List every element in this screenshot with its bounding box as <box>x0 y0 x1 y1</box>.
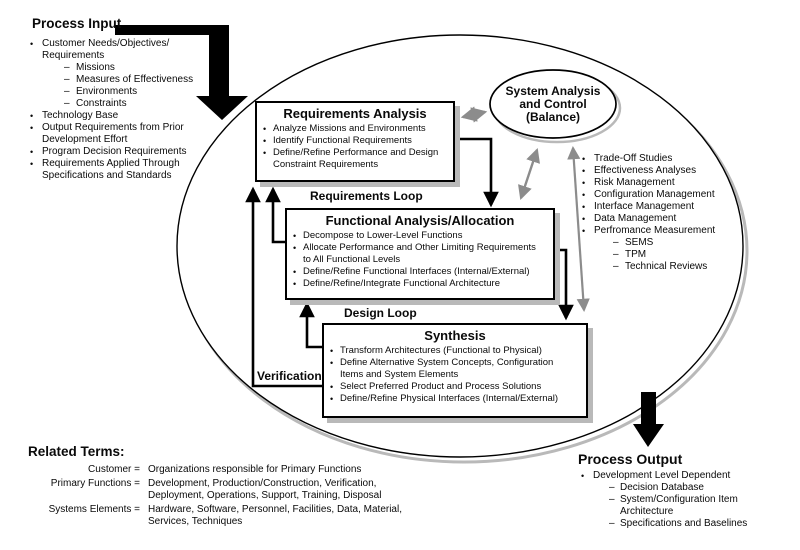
list-item <box>28 98 238 110</box>
definition-line: Hardware, Software, Personnel, Facilities, Data, Material, <box>148 504 402 515</box>
list-item-text: Define/Refine Performance and Design <box>273 147 439 158</box>
list-item <box>582 249 752 261</box>
list-item-text: Environments <box>76 86 138 97</box>
list-item-text: Requirements Applied Through <box>42 158 180 169</box>
process-input-list <box>28 38 238 182</box>
list-item <box>578 518 788 530</box>
definition-line: Deployment, Operations, Support, Training, Disposal <box>148 490 382 501</box>
sac-activity-list <box>582 153 752 273</box>
requirements-loop-label: Requirements Loop <box>310 189 423 203</box>
list-item <box>28 170 238 182</box>
list-item-text: Define/Refine/Integrate Functional Architecture <box>303 278 500 289</box>
list-item <box>287 266 553 278</box>
synthesis-box <box>322 323 588 418</box>
list-item <box>578 482 788 494</box>
list-item-text: Interface Management <box>594 201 695 212</box>
list-item-text: Requirements <box>42 50 105 61</box>
synthesis-list <box>324 345 586 405</box>
list-item-text: Architecture <box>620 506 674 517</box>
list-item <box>324 393 586 405</box>
list-item-text: Decision Database <box>620 482 704 493</box>
list-item <box>582 213 752 225</box>
list-item-text: Items and System Elements <box>340 369 459 380</box>
list-item-text: Select Preferred Product and Process Solutions <box>340 381 542 392</box>
list-item <box>28 74 238 86</box>
list-item <box>578 494 788 506</box>
list-item <box>28 122 238 134</box>
definition-line: Services, Techniques <box>148 516 243 527</box>
list-item-text: Effectiveness Analyses <box>594 165 697 176</box>
list-item <box>28 110 238 122</box>
list-item-text: Define/Refine Functional Interfaces (Internal/External) <box>303 266 530 277</box>
list-item-text: Define Alternative System Concepts, Configuration <box>340 357 554 368</box>
list-item-text: Output Requirements from Prior <box>42 122 184 133</box>
process-output-list <box>578 470 788 530</box>
related-term-definition <box>148 478 402 502</box>
list-item-text: Missions <box>76 62 115 73</box>
synthesis-title: Synthesis <box>424 328 486 343</box>
list-item <box>28 86 238 98</box>
list-item-text: Development Effort <box>42 134 128 145</box>
list-item <box>324 381 586 393</box>
functional-analysis-title: Functional Analysis/Allocation <box>325 213 515 228</box>
list-item <box>582 165 752 177</box>
list-item <box>287 254 553 266</box>
list-item-text: Technical Reviews <box>625 261 708 272</box>
list-item <box>257 135 453 147</box>
related-term: Primary Functions = <box>50 478 140 489</box>
list-item <box>28 50 238 62</box>
verification-label: Verification <box>257 369 322 383</box>
requirements-analysis-list <box>257 123 453 171</box>
list-item-text: Program Decision Requirements <box>42 146 187 157</box>
list-item <box>324 345 586 357</box>
list-item <box>324 369 586 381</box>
list-item <box>582 153 752 165</box>
requirements-analysis-box <box>255 101 455 182</box>
list-item-text: System/Configuration Item <box>620 494 738 505</box>
requirements-analysis-title: Requirements Analysis <box>283 106 427 121</box>
functional-analysis-box <box>285 208 555 300</box>
list-item-text: Transform Architectures (Functional to Physical) <box>340 345 542 356</box>
list-item <box>28 134 238 146</box>
list-item <box>578 470 788 482</box>
list-item-text: Measures of Effectiveness <box>76 74 194 85</box>
list-item-text: Define/Refine Physical Interfaces (Internal/External) <box>340 393 559 404</box>
list-item-text: Allocate Performance and Other Limiting Requirements <box>303 242 536 253</box>
list-item <box>582 237 752 249</box>
process-output-title: Process Output <box>578 451 683 467</box>
list-item <box>28 146 238 158</box>
list-item <box>582 225 752 237</box>
list-item-text: Decompose to Lower-Level Functions <box>303 230 463 241</box>
sac-line-1: System Analysis <box>505 84 601 98</box>
list-item <box>287 242 553 254</box>
list-item-text: Identify Functional Requirements <box>273 135 412 146</box>
list-item-text: Perfromance Measurement <box>594 225 716 236</box>
list-item <box>582 261 752 273</box>
list-item-text: Technology Base <box>42 110 119 121</box>
sac-line-2: and Control <box>519 97 587 111</box>
list-item <box>257 159 453 171</box>
list-item-text: Risk Management <box>594 177 675 188</box>
related-terms-title: Related Terms: <box>28 444 125 459</box>
list-item <box>28 158 238 170</box>
list-item-text: Data Management <box>594 213 677 224</box>
list-item-text: Specifications and Standards <box>42 170 172 181</box>
list-item-text: Trade-Off Studies <box>594 153 673 164</box>
list-item <box>287 278 553 290</box>
list-item-text: Configuration Management <box>594 189 715 200</box>
list-item <box>324 357 586 369</box>
related-term: Customer = <box>88 464 140 475</box>
list-item-text: Specifications and Baselines <box>620 518 748 529</box>
related-term: Systems Elements = <box>48 504 140 515</box>
list-item-text: Analyze Missions and Environments <box>273 123 426 134</box>
list-item-text: TPM <box>625 249 647 260</box>
related-term-definition <box>148 504 402 528</box>
list-item-text: SEMS <box>625 237 654 248</box>
sac-ellipse-label <box>491 85 615 124</box>
list-item <box>582 201 752 213</box>
list-item <box>257 123 453 135</box>
functional-analysis-list <box>287 230 553 290</box>
design-loop-label: Design Loop <box>344 306 417 320</box>
definition-line: Organizations responsible for Primary Functions <box>148 464 362 475</box>
sac-line-3: (Balance) <box>525 110 581 124</box>
list-item <box>578 506 788 518</box>
list-item-text: Constraints <box>76 98 127 109</box>
related-term-definition <box>148 464 402 476</box>
list-item <box>28 62 238 74</box>
list-item <box>28 38 238 50</box>
list-item <box>287 230 553 242</box>
definition-line: Development, Production/Construction, Verification, <box>148 478 377 489</box>
list-item-text: Development Level Dependent <box>593 470 731 481</box>
related-terms-table <box>28 464 402 528</box>
list-item-text: Customer Needs/Objectives/ <box>42 38 170 49</box>
list-item-text: to All Functional Levels <box>303 254 401 265</box>
list-item <box>257 147 453 159</box>
list-item-text: Constraint Requirements <box>273 159 379 170</box>
list-item <box>582 189 752 201</box>
process-input-title: Process Input <box>32 16 122 31</box>
list-item <box>582 177 752 189</box>
